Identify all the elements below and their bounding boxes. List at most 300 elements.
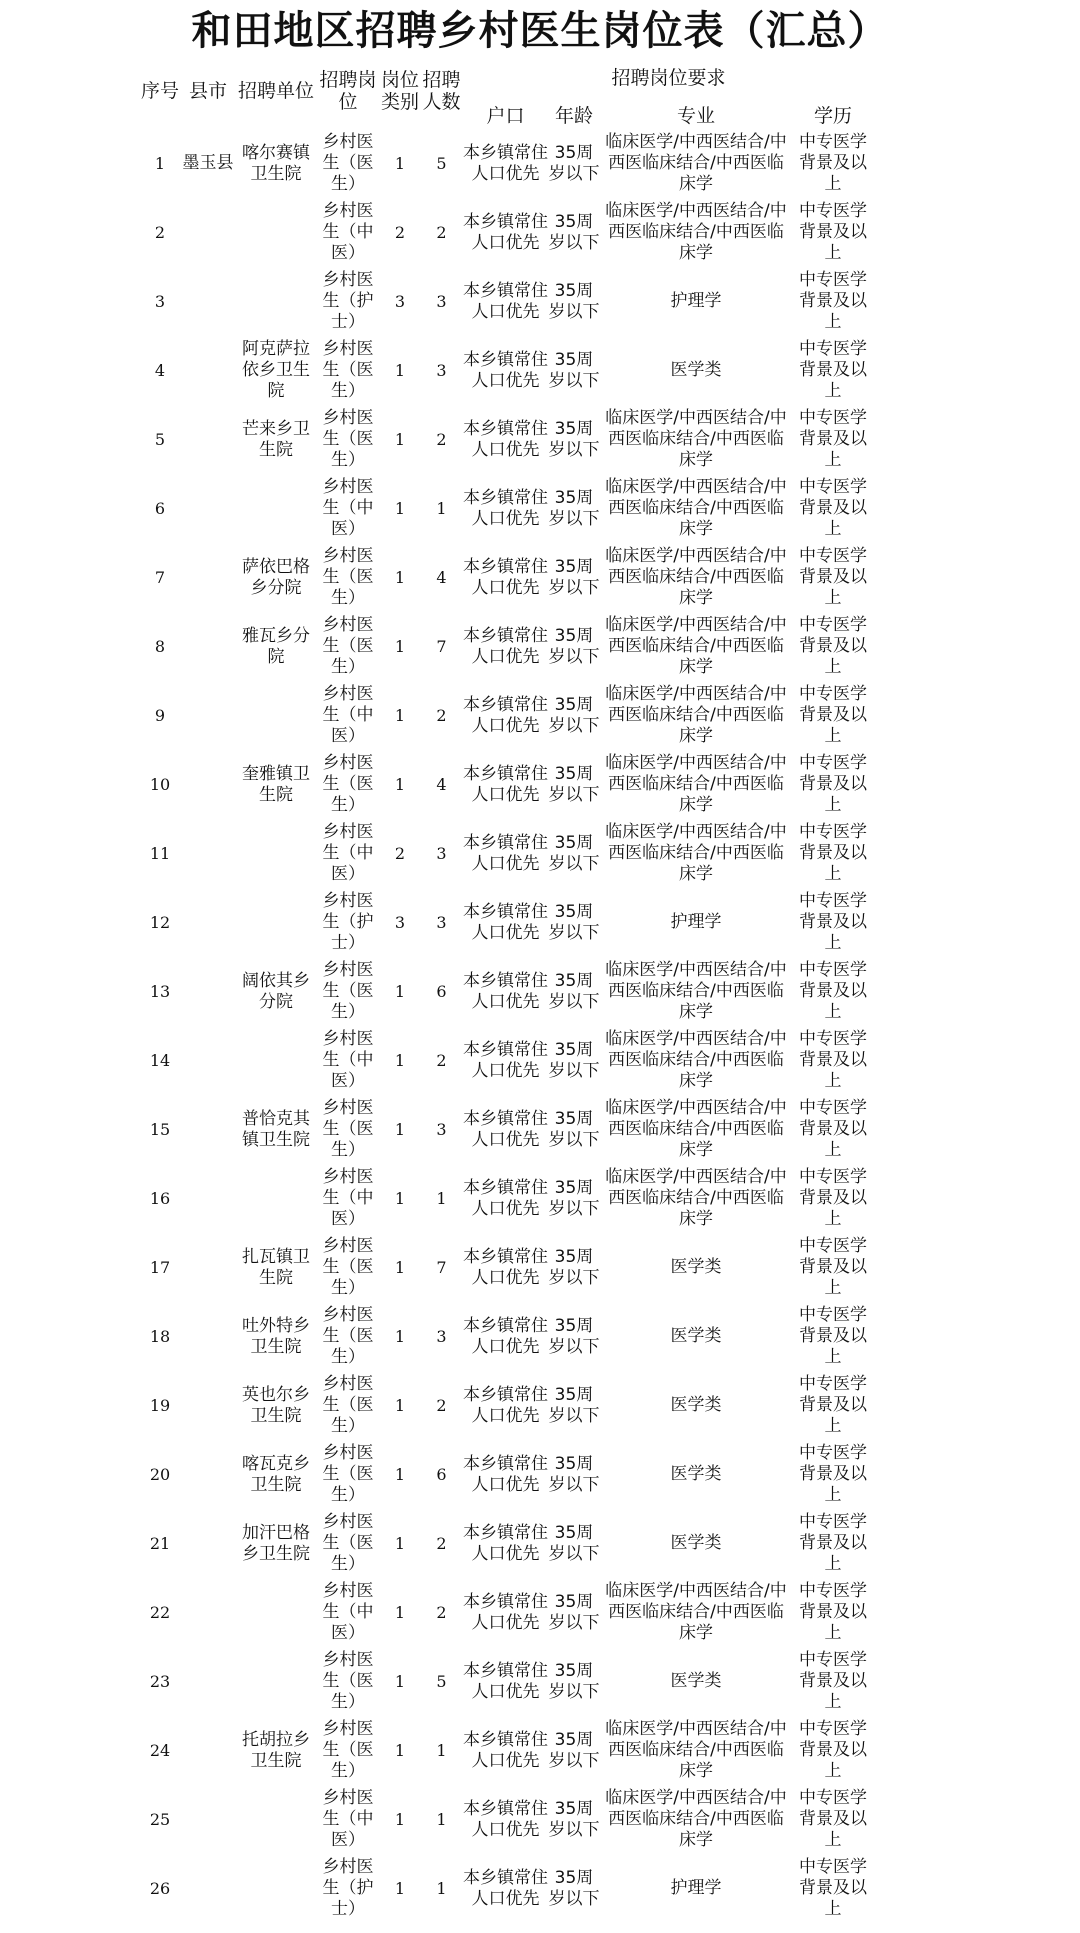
cell-age: 35周岁以下: [548, 142, 600, 184]
cell-category: 1: [394, 430, 406, 449]
cell-unit: [236, 474, 316, 543]
table-row: [140, 612, 874, 681]
cell-age: 35周岁以下: [548, 1384, 600, 1426]
cell-post: 乡村医生（医生）: [322, 1719, 374, 1781]
cell-seq: 20: [149, 1465, 171, 1484]
cell-category: 1: [394, 1051, 406, 1070]
cell-category: 1: [394, 1879, 406, 1898]
cell-unit: 雅瓦乡分院: [242, 625, 310, 667]
cell-education: 中专医学背景及以上: [799, 132, 867, 194]
cell-seq: 14: [149, 1051, 171, 1070]
cell-education: 中专医学背景及以上: [799, 1857, 867, 1919]
cell-unit: 托胡拉乡卫生院: [242, 1729, 310, 1771]
cell-category: 1: [394, 637, 406, 656]
cell-county: [180, 819, 236, 888]
cell-major: 护理学: [670, 291, 722, 311]
cell-education: 中专医学背景及以上: [799, 615, 867, 677]
cell-unit: 奎雅镇卫生院: [242, 763, 310, 805]
header-unit: 招聘单位: [237, 80, 314, 102]
cell-category: 1: [394, 1258, 406, 1277]
header-major: 专业: [676, 105, 715, 127]
cell-hukou: 本乡镇常住人口优先: [463, 1867, 548, 1909]
cell-seq: 16: [149, 1189, 171, 1208]
cell-unit: [236, 1164, 316, 1233]
cell-category: 3: [394, 292, 406, 311]
cell-county: [180, 612, 236, 681]
table-row: [140, 1233, 874, 1302]
table-row: [140, 405, 874, 474]
cell-post: 乡村医生（医生）: [322, 1512, 374, 1574]
cell-education: 中专医学背景及以上: [799, 1236, 867, 1298]
cell-hukou: 本乡镇常住人口优先: [463, 1315, 548, 1357]
cell-hukou: 本乡镇常住人口优先: [463, 625, 548, 667]
cell-hukou: 本乡镇常住人口优先: [463, 1246, 548, 1288]
cell-post: 乡村医生（中医）: [322, 1581, 374, 1643]
cell-major: 临床医学/中西医结合/中西医临床结合/中西医临床学: [605, 960, 787, 1022]
table-row: [140, 819, 874, 888]
cell-seq: 17: [149, 1258, 171, 1277]
cell-major: 护理学: [670, 912, 722, 932]
cell-count: 3: [436, 913, 447, 932]
cell-count: 6: [436, 982, 447, 1001]
table-row: [140, 336, 874, 405]
cell-major: 临床医学/中西医结合/中西医临床结合/中西医临床学: [605, 684, 787, 746]
cell-post: 乡村医生（中医）: [322, 201, 374, 263]
table-row: [140, 1647, 874, 1716]
cell-age: 35周岁以下: [548, 487, 600, 529]
cell-unit: [236, 819, 316, 888]
cell-age: 35周岁以下: [548, 970, 600, 1012]
cell-hukou: 本乡镇常住人口优先: [463, 832, 548, 874]
cell-hukou: 本乡镇常住人口优先: [463, 1660, 548, 1702]
cell-category: 1: [394, 1189, 406, 1208]
cell-unit: [236, 681, 316, 750]
cell-seq: 13: [149, 982, 171, 1001]
table-row: [140, 1371, 874, 1440]
cell-major: 医学类: [670, 360, 722, 380]
cell-county: [180, 336, 236, 405]
cell-seq: 7: [154, 568, 166, 587]
cell-seq: 12: [149, 913, 171, 932]
cell-seq: 10: [149, 775, 171, 794]
cell-age: 35周岁以下: [548, 349, 600, 391]
cell-county: [180, 267, 236, 336]
cell-unit: [236, 1785, 316, 1854]
cell-post: 乡村医生（中医）: [322, 1167, 374, 1229]
cell-seq: 25: [149, 1810, 171, 1829]
cell-post: 乡村医生（医生）: [322, 546, 374, 608]
table-row: [140, 1785, 874, 1854]
cell-age: 35周岁以下: [548, 211, 600, 253]
cell-major: 临床医学/中西医结合/中西医临床结合/中西医临床学: [605, 1029, 787, 1091]
cell-hukou: 本乡镇常住人口优先: [463, 142, 548, 184]
table-row: [140, 1026, 874, 1095]
table-body: [140, 129, 874, 1923]
cell-hukou: 本乡镇常住人口优先: [463, 1798, 548, 1840]
cell-major: 临床医学/中西医结合/中西医临床结合/中西医临床学: [605, 408, 787, 470]
cell-education: 中专医学背景及以上: [799, 546, 867, 608]
table-row: [140, 198, 874, 267]
header-age: 年龄: [554, 105, 593, 127]
cell-post: 乡村医生（医生）: [322, 132, 374, 194]
cell-hukou: 本乡镇常住人口优先: [463, 1384, 548, 1426]
cell-age: 35周岁以下: [548, 625, 600, 667]
cell-county: [180, 198, 236, 267]
cell-category: 1: [394, 1396, 406, 1415]
table-row: [140, 681, 874, 750]
cell-unit: 英也尔乡卫生院: [242, 1384, 310, 1426]
cell-seq: 2: [154, 223, 166, 242]
cell-seq: 8: [154, 637, 166, 656]
cell-post: 乡村医生（医生）: [322, 960, 374, 1022]
cell-education: 中专医学背景及以上: [799, 1581, 867, 1643]
cell-age: 35周岁以下: [548, 1729, 600, 1771]
cell-age: 35周岁以下: [548, 1315, 600, 1357]
cell-count: 5: [436, 1672, 447, 1691]
cell-category: 1: [394, 154, 406, 173]
cell-category: 1: [394, 568, 406, 587]
cell-post: 乡村医生（医生）: [322, 1374, 374, 1436]
cell-seq: 4: [154, 361, 166, 380]
cell-count: 3: [436, 361, 447, 380]
cell-education: 中专医学背景及以上: [799, 408, 867, 470]
cell-post: 乡村医生（医生）: [322, 1236, 374, 1298]
cell-seq: 24: [149, 1741, 171, 1760]
cell-post: 乡村医生（护士）: [322, 1857, 374, 1919]
header-hukou: 户口: [486, 105, 525, 127]
table-row: [140, 888, 874, 957]
cell-category: 1: [394, 706, 406, 725]
cell-education: 中专医学背景及以上: [799, 1512, 867, 1574]
cell-age: 35周岁以下: [548, 763, 600, 805]
cell-post: 乡村医生（医生）: [322, 615, 374, 677]
cell-hukou: 本乡镇常住人口优先: [463, 1729, 548, 1771]
cell-post: 乡村医生（护士）: [322, 891, 374, 953]
cell-seq: 19: [149, 1396, 171, 1415]
cell-post: 乡村医生（医生）: [322, 339, 374, 401]
cell-county: [180, 1233, 236, 1302]
cell-seq: 18: [149, 1327, 171, 1346]
cell-county: [180, 957, 236, 1026]
cell-education: 中专医学背景及以上: [799, 1374, 867, 1436]
cell-hukou: 本乡镇常住人口优先: [463, 349, 548, 391]
cell-major: 医学类: [670, 1671, 722, 1691]
cell-count: 2: [436, 1534, 447, 1553]
cell-major: 临床医学/中西医结合/中西医临床结合/中西医临床学: [605, 1719, 787, 1781]
page-title: 和田地区招聘乡村医生岗位表（汇总）: [191, 8, 889, 54]
cell-count: 2: [436, 1603, 447, 1622]
cell-education: 中专医学背景及以上: [799, 1719, 867, 1781]
cell-age: 35周岁以下: [548, 694, 600, 736]
cell-post: 乡村医生（中医）: [322, 1029, 374, 1091]
header-category: 岗位类别: [380, 69, 419, 113]
cell-county: [180, 1578, 236, 1647]
cell-age: 35周岁以下: [548, 1591, 600, 1633]
cell-education: 中专医学背景及以上: [799, 1098, 867, 1160]
cell-major: 医学类: [670, 1257, 722, 1277]
cell-hukou: 本乡镇常住人口优先: [463, 1177, 548, 1219]
cell-unit: [236, 1026, 316, 1095]
cell-county: [180, 1302, 236, 1371]
cell-hukou: 本乡镇常住人口优先: [463, 211, 548, 253]
cell-count: 6: [436, 1465, 447, 1484]
cell-count: 1: [436, 499, 447, 518]
cell-major: 临床医学/中西医结合/中西医临床结合/中西医临床学: [605, 477, 787, 539]
cell-category: 1: [394, 1465, 406, 1484]
cell-post: 乡村医生（医生）: [322, 1098, 374, 1160]
cell-county: [180, 1095, 236, 1164]
cell-category: 1: [394, 1534, 406, 1553]
cell-seq: 1: [154, 154, 166, 173]
cell-county: [180, 1026, 236, 1095]
cell-unit: 阿克萨拉依乡卫生院: [242, 339, 310, 401]
cell-major: 医学类: [670, 1326, 722, 1346]
cell-count: 1: [436, 1879, 447, 1898]
cell-post: 乡村医生（医生）: [322, 753, 374, 815]
cell-post: 乡村医生（中医）: [322, 822, 374, 884]
cell-age: 35周岁以下: [548, 1522, 600, 1564]
header-seq: 序号: [140, 80, 179, 102]
cell-education: 中专医学背景及以上: [799, 822, 867, 884]
cell-category: 1: [394, 982, 406, 1001]
cell-education: 中专医学背景及以上: [799, 1650, 867, 1712]
cell-age: 35周岁以下: [548, 1246, 600, 1288]
cell-seq: 9: [154, 706, 166, 725]
cell-category: 1: [394, 1810, 406, 1829]
cell-seq: 15: [149, 1120, 171, 1139]
cell-age: 35周岁以下: [548, 832, 600, 874]
cell-major: 临床医学/中西医结合/中西医临床结合/中西医临床学: [605, 546, 787, 608]
cell-count: 2: [436, 223, 447, 242]
cell-major: 临床医学/中西医结合/中西医临床结合/中西医临床学: [605, 753, 787, 815]
cell-count: 2: [436, 706, 447, 725]
header-county: 县市: [188, 80, 227, 102]
table-row: [140, 267, 874, 336]
cell-category: 1: [394, 1120, 406, 1139]
cell-seq: 11: [149, 844, 171, 863]
cell-county: [180, 1371, 236, 1440]
table-row: [140, 1854, 874, 1923]
cell-count: 1: [436, 1189, 447, 1208]
cell-seq: 6: [154, 499, 166, 518]
cell-post: 乡村医生（中医）: [322, 1788, 374, 1850]
cell-seq: 22: [149, 1603, 171, 1622]
cell-hukou: 本乡镇常住人口优先: [463, 1453, 548, 1495]
cell-seq: 26: [149, 1879, 171, 1898]
cell-hukou: 本乡镇常住人口优先: [463, 487, 548, 529]
cell-education: 中专医学背景及以上: [799, 1029, 867, 1091]
cell-category: 1: [394, 1327, 406, 1346]
cell-county: [180, 1164, 236, 1233]
cell-category: 2: [394, 223, 406, 242]
table-row: [140, 957, 874, 1026]
table-row: [140, 543, 874, 612]
cell-age: 35周岁以下: [548, 556, 600, 598]
cell-major: 临床医学/中西医结合/中西医临床结合/中西医临床学: [605, 615, 787, 677]
cell-unit: 普恰克其镇卫生院: [242, 1108, 310, 1150]
cell-age: 35周岁以下: [548, 1453, 600, 1495]
cell-category: 2: [394, 844, 406, 863]
cell-hukou: 本乡镇常住人口优先: [463, 556, 548, 598]
cell-age: 35周岁以下: [548, 1039, 600, 1081]
cell-category: 1: [394, 499, 406, 518]
cell-county: 墨玉县: [182, 153, 234, 173]
cell-unit: 喀尔赛镇卫生院: [242, 142, 310, 184]
cell-hukou: 本乡镇常住人口优先: [463, 901, 548, 943]
cell-seq: 23: [149, 1672, 171, 1691]
cell-hukou: 本乡镇常住人口优先: [463, 280, 548, 322]
cell-unit: [236, 267, 316, 336]
cell-unit: 芒来乡卫生院: [242, 418, 310, 460]
cell-unit: [236, 1578, 316, 1647]
table-row: [140, 750, 874, 819]
cell-seq: 21: [149, 1534, 171, 1553]
header-post: 招聘岗位: [319, 69, 377, 113]
cell-count: 2: [436, 1051, 447, 1070]
cell-unit: 扎瓦镇卫生院: [242, 1246, 310, 1288]
cell-post: 乡村医生（医生）: [322, 1305, 374, 1367]
cell-county: [180, 1509, 236, 1578]
cell-age: 35周岁以下: [548, 901, 600, 943]
cell-major: 临床医学/中西医结合/中西医临床结合/中西医临床学: [605, 1098, 787, 1160]
cell-county: [180, 1716, 236, 1785]
cell-education: 中专医学背景及以上: [799, 270, 867, 332]
cell-major: 护理学: [670, 1878, 722, 1898]
cell-count: 1: [436, 1810, 447, 1829]
cell-category: 1: [394, 1672, 406, 1691]
cell-unit: 加汗巴格乡卫生院: [242, 1522, 310, 1564]
cell-age: 35周岁以下: [548, 1108, 600, 1150]
cell-age: 35周岁以下: [548, 280, 600, 322]
cell-count: 5: [436, 154, 447, 173]
cell-county: [180, 1440, 236, 1509]
cell-hukou: 本乡镇常住人口优先: [463, 1591, 548, 1633]
cell-major: 临床医学/中西医结合/中西医临床结合/中西医临床学: [605, 1581, 787, 1643]
cell-major: 临床医学/中西医结合/中西医临床结合/中西医临床学: [605, 822, 787, 884]
cell-age: 35周岁以下: [548, 1177, 600, 1219]
cell-post: 乡村医生（医生）: [322, 408, 374, 470]
cell-hukou: 本乡镇常住人口优先: [463, 1108, 548, 1150]
cell-major: 临床医学/中西医结合/中西医临床结合/中西医临床学: [605, 132, 787, 194]
table-row: [140, 474, 874, 543]
table-row: [140, 1509, 874, 1578]
cell-hukou: 本乡镇常住人口优先: [463, 1522, 548, 1564]
cell-count: 3: [436, 844, 447, 863]
table-row: [140, 1578, 874, 1647]
cell-post: 乡村医生（医生）: [322, 1650, 374, 1712]
header-requirements: 招聘岗位要求: [611, 67, 726, 89]
cell-county: [180, 543, 236, 612]
cell-county: [180, 888, 236, 957]
header-education: 学历: [813, 105, 852, 127]
cell-education: 中专医学背景及以上: [799, 960, 867, 1022]
cell-age: 35周岁以下: [548, 1867, 600, 1909]
cell-count: 1: [436, 1741, 447, 1760]
cell-unit: 吐外特乡卫生院: [242, 1315, 310, 1357]
cell-category: 3: [394, 913, 406, 932]
cell-category: 1: [394, 775, 406, 794]
cell-education: 中专医学背景及以上: [799, 201, 867, 263]
cell-category: 1: [394, 1741, 406, 1760]
table-row: [140, 129, 874, 198]
cell-unit: [236, 1854, 316, 1923]
cell-post: 乡村医生（中医）: [322, 477, 374, 539]
recruitment-table: [140, 53, 874, 1923]
cell-education: 中专医学背景及以上: [799, 684, 867, 746]
cell-seq: 3: [154, 292, 166, 311]
cell-unit: [236, 888, 316, 957]
cell-education: 中专医学背景及以上: [799, 1305, 867, 1367]
cell-unit: 喀瓦克乡卫生院: [242, 1453, 310, 1495]
table-row: [140, 1164, 874, 1233]
cell-education: 中专医学背景及以上: [799, 477, 867, 539]
cell-age: 35周岁以下: [548, 1660, 600, 1702]
cell-post: 乡村医生（医生）: [322, 1443, 374, 1505]
cell-major: 临床医学/中西医结合/中西医临床结合/中西医临床学: [605, 1167, 787, 1229]
cell-county: [180, 681, 236, 750]
cell-hukou: 本乡镇常住人口优先: [463, 418, 548, 460]
cell-county: [180, 750, 236, 819]
cell-count: 4: [436, 775, 447, 794]
cell-county: [180, 474, 236, 543]
cell-county: [180, 1854, 236, 1923]
cell-hukou: 本乡镇常住人口优先: [463, 763, 548, 805]
cell-major: 医学类: [670, 1395, 722, 1415]
cell-major: 临床医学/中西医结合/中西医临床结合/中西医临床学: [605, 1788, 787, 1850]
cell-major: 医学类: [670, 1533, 722, 1553]
cell-category: 1: [394, 1603, 406, 1622]
cell-county: [180, 1785, 236, 1854]
cell-count: 2: [436, 1396, 447, 1415]
cell-unit: [236, 1647, 316, 1716]
table-row: [140, 1716, 874, 1785]
cell-education: 中专医学背景及以上: [799, 1443, 867, 1505]
cell-education: 中专医学背景及以上: [799, 891, 867, 953]
cell-count: 2: [436, 430, 447, 449]
cell-county: [180, 1647, 236, 1716]
cell-education: 中专医学背景及以上: [799, 1167, 867, 1229]
cell-age: 35周岁以下: [548, 418, 600, 460]
cell-county: [180, 405, 236, 474]
cell-unit: [236, 198, 316, 267]
cell-category: 1: [394, 361, 406, 380]
cell-count: 7: [436, 1258, 447, 1277]
cell-post: 乡村医生（护士）: [322, 270, 374, 332]
table-row: [140, 1440, 874, 1509]
cell-unit: 阔依其乡分院: [242, 970, 310, 1012]
cell-major: 临床医学/中西医结合/中西医临床结合/中西医临床学: [605, 201, 787, 263]
cell-education: 中专医学背景及以上: [799, 1788, 867, 1850]
cell-hukou: 本乡镇常住人口优先: [463, 970, 548, 1012]
cell-count: 3: [436, 1120, 447, 1139]
cell-count: 4: [436, 568, 447, 587]
cell-major: 医学类: [670, 1464, 722, 1484]
cell-count: 3: [436, 292, 447, 311]
cell-age: 35周岁以下: [548, 1798, 600, 1840]
cell-education: 中专医学背景及以上: [799, 753, 867, 815]
cell-hukou: 本乡镇常住人口优先: [463, 1039, 548, 1081]
cell-hukou: 本乡镇常住人口优先: [463, 694, 548, 736]
cell-count: 7: [436, 637, 447, 656]
cell-post: 乡村医生（中医）: [322, 684, 374, 746]
table-row: [140, 1095, 874, 1164]
cell-seq: 5: [154, 430, 166, 449]
cell-unit: 萨依巴格乡分院: [242, 556, 310, 598]
cell-education: 中专医学背景及以上: [799, 339, 867, 401]
header-count: 招聘人数: [422, 69, 461, 113]
table-row: [140, 1302, 874, 1371]
cell-count: 3: [436, 1327, 447, 1346]
